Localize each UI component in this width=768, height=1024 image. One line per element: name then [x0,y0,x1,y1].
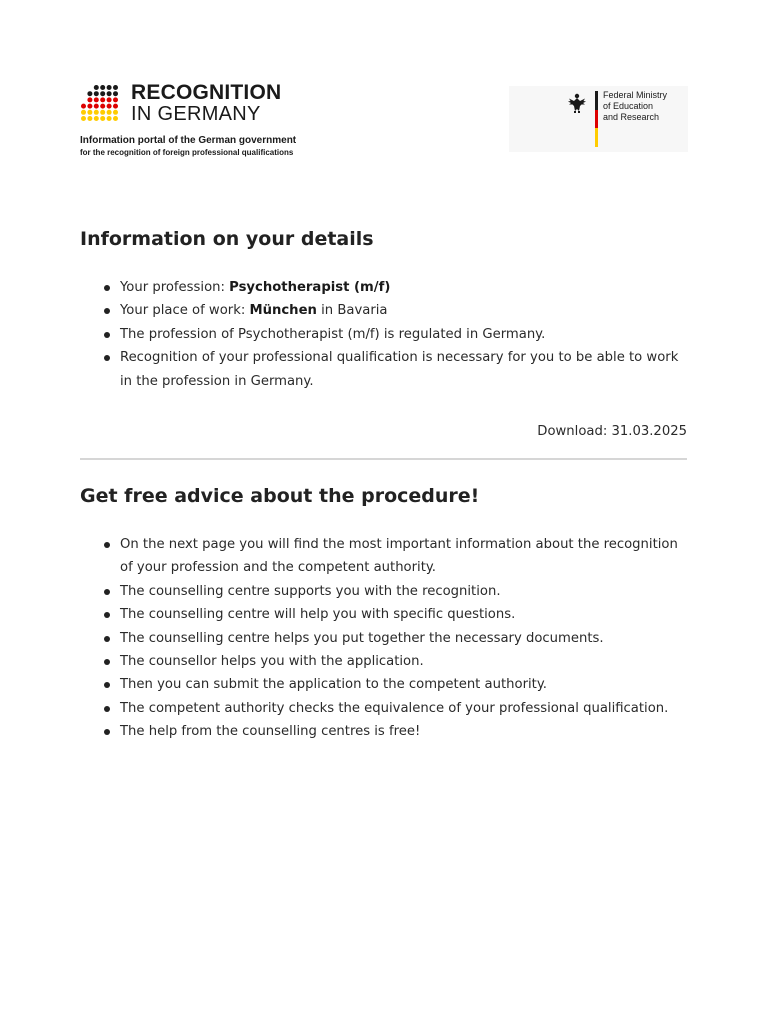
logo-dot [107,91,112,96]
advice-list-item [80,580,690,603]
bullet-icon [104,332,110,338]
details-item-text: Your place of work: [120,303,250,319]
details-list-item [80,276,690,299]
logo-dot [113,97,118,102]
advice-list-item [80,673,690,696]
logo-subtitle: IN GERMANY [131,103,261,125]
flag-stripe-red [595,110,598,129]
logo-dot [87,97,92,102]
advice-list-item [80,533,690,580]
advice-item-text: The help from the counselling centres is free! [120,724,421,740]
federal-eagle-icon [566,92,588,114]
logo-dot [87,110,92,115]
ministry-name-line-1: Federal Ministry [603,90,668,100]
logo-dot [94,104,99,109]
logo-dot [100,97,105,102]
ministry-name-line-2: of Education [603,101,654,111]
logo-dot [100,104,105,109]
bullet-icon [104,612,110,618]
bullet-icon [104,589,110,595]
logo-dot [113,85,118,90]
bullet-icon [104,308,110,314]
details-item-text: Your profession: [120,280,230,295]
bullet-icon [104,706,110,712]
advice-item-text: The counselling centre supports you with the recognition. [120,583,501,599]
details-item-value: Psychotherapist (m/f) [229,280,391,295]
advice-item-text: Then you can submit the application to the competent authority. [120,677,547,693]
bullet-icon [104,542,110,548]
logo-dot [81,116,86,121]
details-list-item [80,346,690,393]
logo-dot [107,85,112,90]
advice-list-item [80,697,690,720]
bullet-icon [104,285,110,291]
details-list-item [80,299,690,322]
advice-list-item [80,627,690,650]
logo-dot [100,116,105,121]
advice-item-text: The competent authority checks the equivalence of your professional qualification. [120,700,669,716]
logo-dot [113,110,118,115]
bullet-icon [104,659,110,665]
advice-item-text: The counselling centre will help you with specific questions. [120,607,516,623]
advice-heading: Get free advice about the procedure! [80,485,480,507]
bullet-icon [104,636,110,642]
details-item-text: The profession of Psychotherapist (m/f) is regulated in Germany. [120,326,546,342]
logo-dot [94,116,99,121]
dot-grid-logo-mark [80,84,120,122]
logo-tagline-primary: Information portal of the German government [80,135,297,146]
bullet-icon [104,729,110,735]
logo-dot [87,91,92,96]
flag-stripe-black [595,91,598,110]
details-list-item [80,323,690,346]
ministry-name [603,90,667,123]
details-item-text: Recognition of your professional qualification is necessary for you to be able to work in the profession in Germany. [120,350,679,389]
logo-tagline-secondary: for the recognition of foreign professional qualifications [80,148,294,157]
german-flag-bar [595,91,598,147]
advice-list-item [80,720,690,743]
logo-dot [100,91,105,96]
logo-dot [107,97,112,102]
details-heading: Information on your details [80,228,374,250]
page-header [80,82,688,162]
logo-dot [81,110,86,115]
logo-dot [100,110,105,115]
details-list [80,276,690,393]
download-date: Download: 31.03.2025 [537,424,687,439]
logo-dot [81,104,86,109]
advice-list-item [80,603,690,626]
logo-dot [107,110,112,115]
section-divider [80,458,687,460]
federal-ministry-logo [509,86,688,152]
advice-item-text: The counsellor helps you with the application. [120,654,424,670]
logo-dot [94,110,99,115]
logo-dot [94,97,99,102]
logo-dot [113,91,118,96]
logo-dot [107,116,112,121]
logo-dot [87,104,92,109]
logo-dot [94,85,99,90]
logo-dot [100,85,105,90]
bullet-icon [104,355,110,361]
details-item-suffix: in Bavaria [316,303,388,319]
logo-dot [87,116,92,121]
advice-list-item [80,650,690,673]
ministry-name-line-3: and Research [603,112,660,122]
logo-dot [94,91,99,96]
advice-item-text: The counselling centre helps you put together the necessary documents. [120,630,604,646]
logo-title: RECOGNITION [131,81,282,104]
logo-dot [113,116,118,121]
logo-dot [107,104,112,109]
bullet-icon [104,682,110,688]
flag-stripe-gold [595,128,598,147]
logo-dot [113,104,118,109]
advice-list [80,533,690,744]
advice-item-text: On the next page you will find the most important information about the recognition of your profession and the competent authority. [120,537,678,576]
details-item-value: München [249,303,317,319]
